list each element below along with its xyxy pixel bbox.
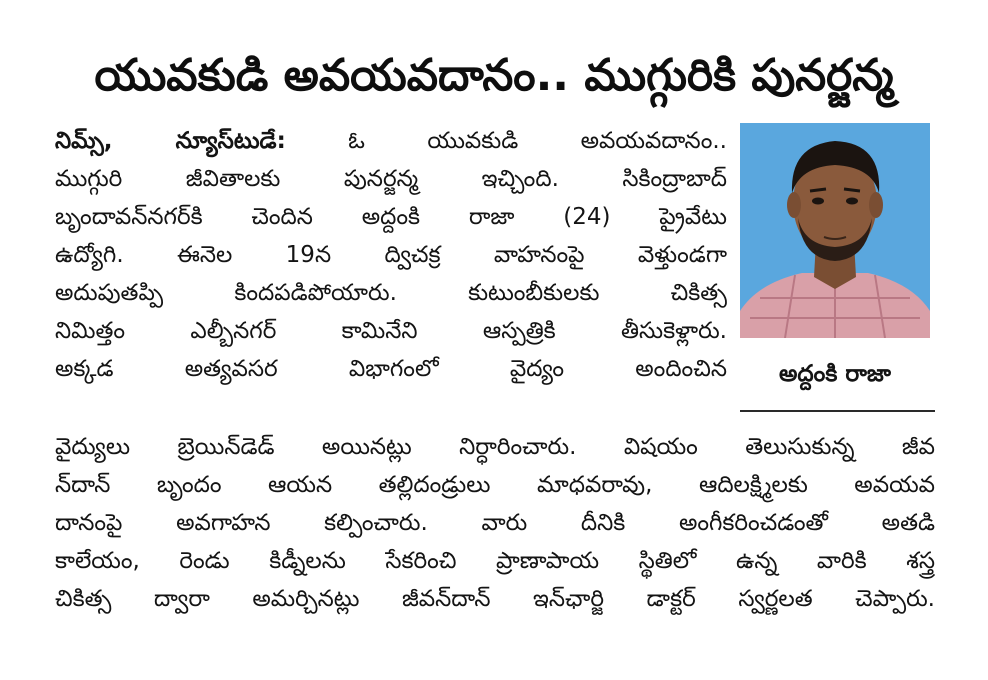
article-line: వైద్యులు బ్రెయిన్‌డెడ్ అయినట్లు నిర్ధారించారు. విషయం తెలుసుకున్న జీవ xyxy=(55,434,935,460)
article-line: అదుపుతప్పి కిందపడిపోయారు. కుటుంబీకులకు చికిత్స xyxy=(55,280,727,306)
article-line: నిమిత్తం ఎల్బీనగర్ కామినేని ఆస్పత్రికి తీసుకెళ్లారు. xyxy=(55,318,727,344)
portrait-illustration xyxy=(740,123,930,338)
eye-right xyxy=(846,198,858,205)
eye-left xyxy=(812,198,824,205)
article-line: ఉద్యోగి. ఈనెల 19న ద్విచక్ర వాహనంపై వెళ్తుండగా xyxy=(55,242,727,268)
article-line: న్‌దాన్ బృందం ఆయన తల్లిదండ్రులు మాధవరావు, ఆదిలక్ష్మిలకు అవయవ xyxy=(55,472,935,498)
article-line: అక్కడ అత్యవసర విభాగంలో వైద్యం అందించిన xyxy=(55,356,727,382)
first-line-text: ఓ యువకుడి అవయవదానం.. xyxy=(348,128,727,154)
caption-divider xyxy=(740,410,935,412)
photo-caption: అద్దంకి రాజా xyxy=(779,361,891,387)
article-line: ముగ్గురి జీవితాలకు పునర్జన్మ ఇచ్చింది. సికింద్రాబాద్ xyxy=(55,166,727,192)
article-headline: యువకుడి అవయవదానం.. ముగ్గురికి పునర్జన్మ xyxy=(94,50,894,101)
ear-right xyxy=(869,192,883,218)
article-first-line xyxy=(55,122,727,160)
article-line: కాలేయం, రెండు కిడ్నీలను సేకరించి ప్రాణాపాయ స్థితిలో ఉన్న వారికి శస్త్ర xyxy=(55,548,935,574)
portrait-photo xyxy=(740,123,930,338)
article-line: బృందావన్‌నగర్‌కి చెందిన అద్దంకి రాజా (24) ప్రైవేటు xyxy=(55,204,727,230)
ear-left xyxy=(787,192,801,218)
article-line: చికిత్స ద్వారా అమర్చినట్లు జీవన్‌దాన్ ఇన్‌ఛార్జి డాక్టర్ స్వర్ణలత చెప్పారు. xyxy=(55,586,935,612)
dateline: నిమ్స్, న్యూస్‌టుడే: xyxy=(55,128,286,154)
article-line: దానంపై అవగాహన కల్పించారు. వారు దీనికి అంగీకరించడంతో అతడి xyxy=(55,510,935,536)
